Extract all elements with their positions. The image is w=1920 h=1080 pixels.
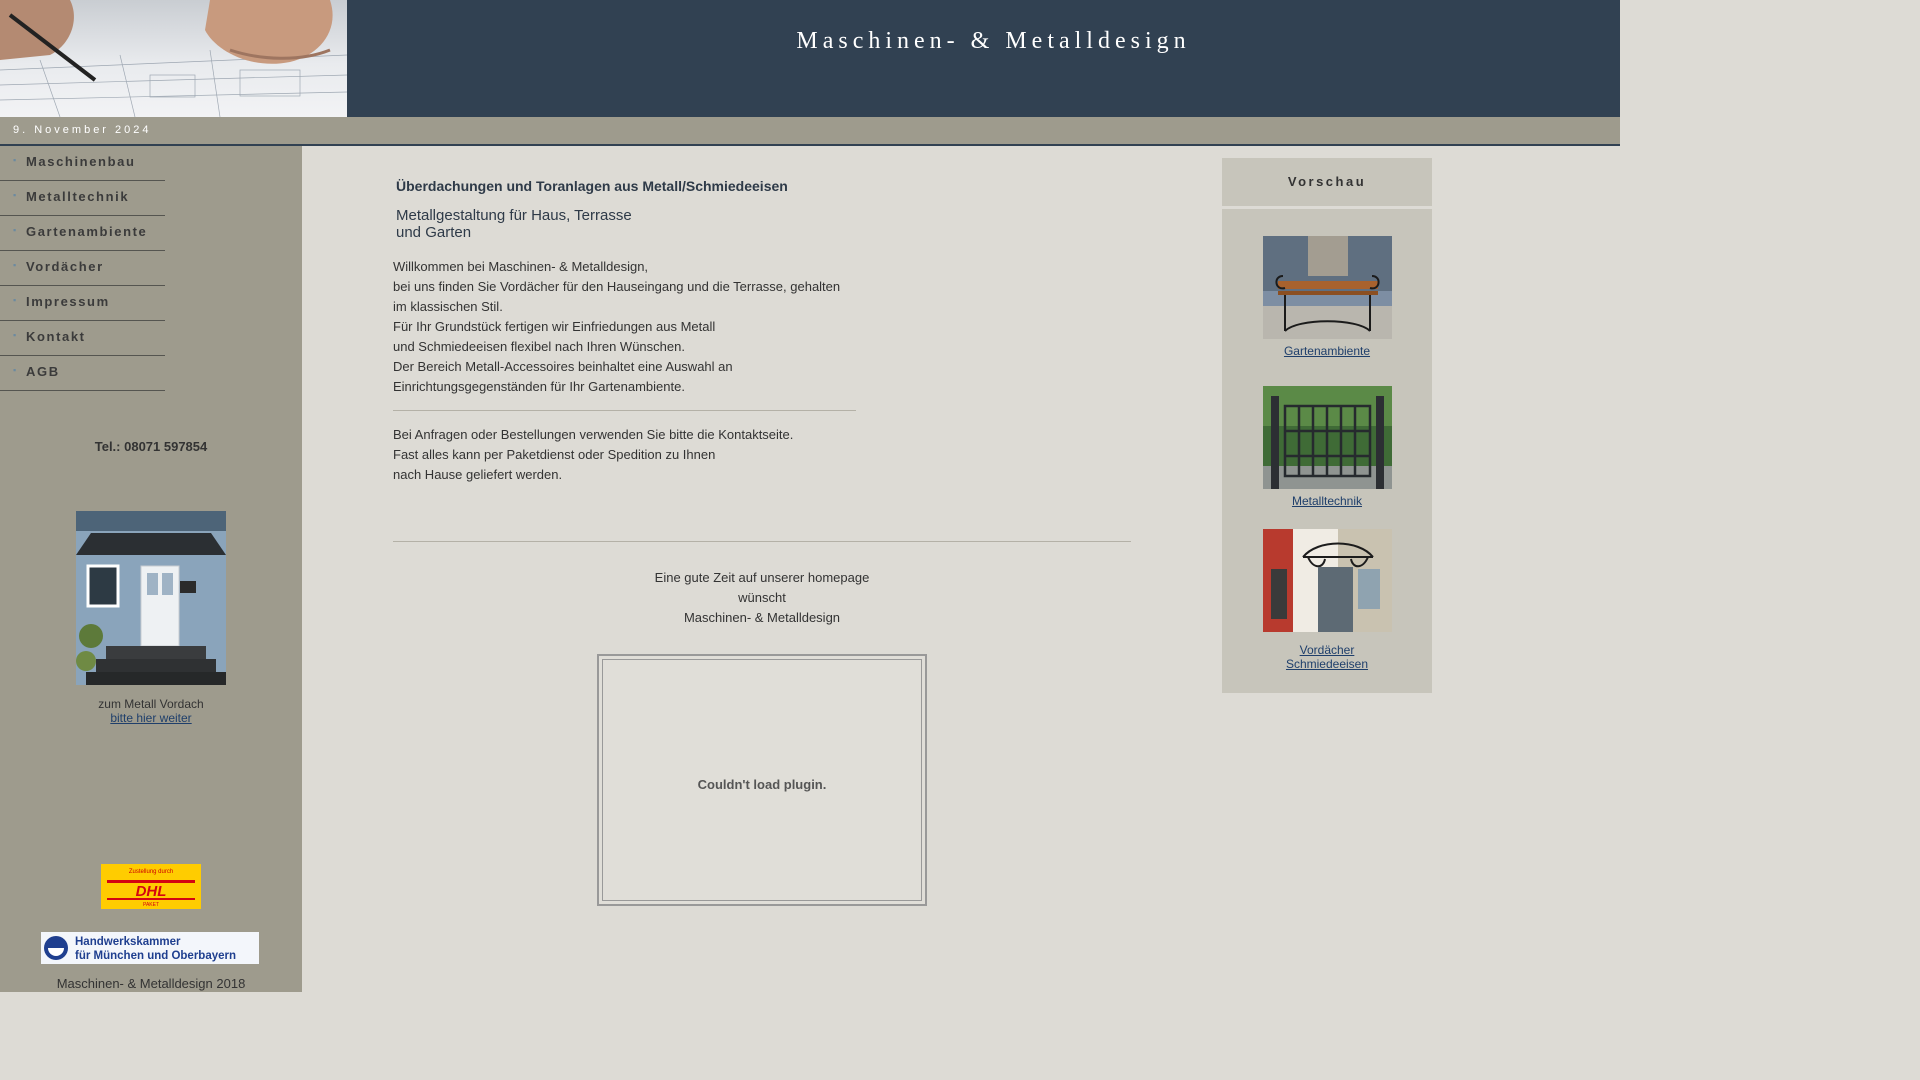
preview-thumb-metalltechnik[interactable] — [1263, 386, 1392, 489]
dhl-logo — [101, 864, 201, 909]
nav-item-kontakt[interactable] — [0, 321, 165, 356]
left-sidebar — [0, 146, 302, 992]
intro-line: Willkommen bei Maschinen- & Metalldesign, — [393, 259, 649, 274]
nav-bullet-icon: ▪ — [13, 190, 17, 200]
nav-bullet-icon: ▪ — [13, 225, 17, 235]
nav-item-maschinenbau[interactable] — [0, 146, 165, 181]
site-title: Maschinen- & Metalldesign — [796, 28, 1191, 54]
preview-panel — [1222, 209, 1432, 693]
intro-line: bei uns finden Sie Vordächer für den Hauseingang und die Terrasse, gehalten — [393, 279, 841, 294]
preview-thumb-vordaecher[interactable] — [1263, 529, 1392, 632]
dhl-logo-top: Zustellung durch — [128, 869, 174, 875]
nav-item-gartenambiente[interactable] — [0, 216, 165, 251]
hwk-logo-line2: für München und Oberbayern — [75, 950, 237, 962]
divider — [393, 541, 1131, 542]
intro-text — [393, 257, 873, 397]
nav-label: Impressum — [26, 294, 110, 309]
nav-bullet-icon: ▪ — [13, 330, 17, 340]
intro-line: Der Bereich Metall-Accessoires beinhaltet eine Auswahl an — [393, 359, 733, 374]
preview-link-vordaecher[interactable] — [1222, 643, 1432, 671]
preview-link-vordaecher-line1: Vordächer — [1299, 643, 1355, 657]
dhl-logo-bottom: PAKET — [142, 902, 160, 908]
nav-label: Kontakt — [26, 329, 86, 344]
nav-bullet-icon: ▪ — [13, 295, 17, 305]
contact-text — [393, 425, 873, 485]
intro-line: Einrichtungsgegenständen für Ihr Gartenambiente. — [393, 379, 685, 394]
greeting-text — [393, 568, 1131, 628]
preview-thumb-gartenambiente[interactable] — [1263, 236, 1392, 339]
date-bar — [0, 117, 1620, 146]
preview-title: Vorschau — [1287, 174, 1367, 189]
nav-item-metalltechnik[interactable] — [0, 181, 165, 216]
nav-item-vordaecher[interactable] — [0, 251, 165, 286]
greeting-line: wünscht — [738, 590, 786, 605]
hwk-logo-line1: Handwerkskammer — [75, 936, 181, 948]
header-blueprint-photo — [0, 0, 347, 117]
contact-line: nach Hause geliefert werden. — [393, 467, 563, 482]
greeting-line: Eine gute Zeit auf unserer homepage — [654, 570, 870, 585]
nav-label: Gartenambiente — [26, 224, 148, 239]
preview-link-gartenambiente[interactable]: Gartenambiente — [1283, 344, 1371, 358]
greeting-line: Maschinen- & Metalldesign — [683, 610, 841, 625]
current-date: 9. November 2024 — [13, 124, 152, 136]
dhl-logo-brand: DHL — [135, 883, 167, 900]
site-header — [0, 0, 1620, 117]
plugin-error-message: Couldn't load plugin. — [697, 777, 827, 792]
intro-line: und Schmiedeeisen flexibel nach Ihren Wünschen. — [393, 339, 685, 354]
handwerkskammer-logo — [41, 932, 259, 964]
main-heading: Überdachungen und Toranlagen aus Metall/Schmiedeeisen — [396, 178, 788, 194]
nav-label: Vordächer — [26, 259, 104, 274]
contact-line: Bei Anfragen oder Bestellungen verwenden Sie bitte die Kontaktseite. — [393, 427, 794, 442]
nav-label: Maschinenbau — [26, 154, 136, 169]
preview-link-vordaecher-line2: Schmiedeeisen — [1285, 657, 1369, 671]
contact-line: Fast alles kann per Paketdienst oder Spedition zu Ihnen — [393, 447, 716, 462]
phone-number: Tel.: 08071 597854 — [94, 439, 208, 454]
vordach-caption: zum Metall Vordach — [98, 697, 204, 711]
preview-link-metalltechnik[interactable]: Metalltechnik — [1291, 494, 1363, 508]
plugin-placeholder[interactable] — [597, 654, 927, 906]
vordach-photo[interactable] — [76, 511, 226, 685]
intro-line: Für Ihr Grundstück fertigen wir Einfriedungen aus Metall — [393, 319, 716, 334]
divider — [393, 410, 856, 411]
nav-label: AGB — [26, 364, 60, 379]
nav-bullet-icon: ▪ — [13, 365, 17, 375]
main-subheading: Metallgestaltung für Haus, Terrasse und Garten — [396, 207, 632, 241]
intro-line: im klassischen Stil. — [393, 299, 503, 314]
nav-bullet-icon: ▪ — [13, 260, 17, 270]
nav-bullet-icon: ▪ — [13, 155, 17, 165]
plugin-inner-frame — [602, 659, 922, 901]
nav-item-agb[interactable] — [0, 356, 165, 391]
nav-item-impressum[interactable] — [0, 286, 165, 321]
preview-header — [1222, 158, 1432, 206]
nav-label: Metalltechnik — [26, 189, 130, 204]
copyright-text: Maschinen- & Metalldesign 2018 — [56, 976, 246, 991]
vordach-link[interactable]: bitte hier weiter — [110, 711, 192, 725]
